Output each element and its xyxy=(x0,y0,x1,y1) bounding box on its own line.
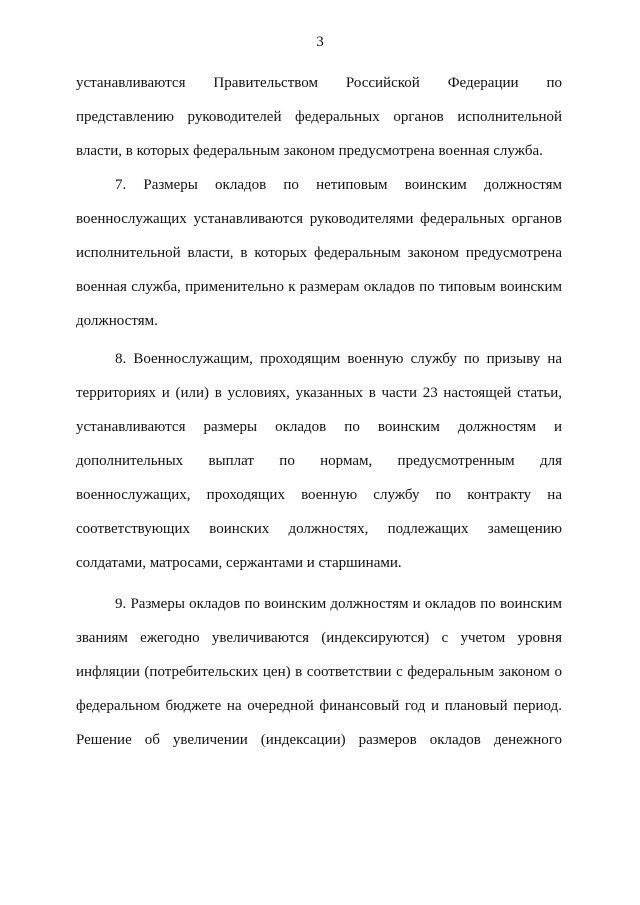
text-line: федеральном бюджете на очередной финансовый год и плановый период. xyxy=(76,698,562,714)
text-line: 7. Размеры окладов по нетиповым воинским должностям xyxy=(115,177,562,193)
paragraph-item-7 xyxy=(76,168,562,338)
text-line: соответствующих воинских должностях, подлежащих замещению xyxy=(76,521,562,537)
paragraph-item-8 xyxy=(76,342,562,580)
text-line: званиям ежегодно увеличиваются (индексируются) с учетом уровня xyxy=(76,630,562,646)
text-line: власти, в которых федеральным законом предусмотрена военная служба. xyxy=(76,143,543,159)
text-line: устанавливаются Правительством Российской Федерации по xyxy=(76,75,562,91)
text-line: должностям. xyxy=(76,313,158,329)
text-line: территориях и (или) в условиях, указанных в части 23 настоящей статьи, xyxy=(76,385,562,401)
text-line: 8. Военнослужащим, проходящим военную службу по призыву на xyxy=(115,351,562,367)
text-line: представлению руководителей федеральных органов исполнительной xyxy=(76,109,562,125)
text-line: инфляции (потребительских цен) в соответствии с федеральным законом о xyxy=(76,664,562,680)
paragraph-continuation xyxy=(76,66,562,168)
text-line: солдатами, матросами, сержантами и старшинами. xyxy=(76,555,402,571)
text-line: 9. Размеры окладов по воинским должностям и окладов по воинским xyxy=(115,596,562,612)
text-line: устанавливаются размеры окладов по воинским должностям и xyxy=(76,419,562,435)
page-number: 3 xyxy=(316,34,324,50)
text-line: исполнительной власти, в которых федеральным законом предусмотрена xyxy=(76,245,562,261)
text-line: военнослужащих устанавливаются руководителями федеральных органов xyxy=(76,211,562,227)
text-line: Решение об увеличении (индексации) размеров окладов денежного xyxy=(76,732,562,748)
text-line: военнослужащих, проходящих военную службу по контракту на xyxy=(76,487,562,503)
text-line: дополнительных выплат по нормам, предусмотренным для xyxy=(76,453,562,469)
text-line: военная служба, применительно к размерам окладов по типовым воинским xyxy=(76,279,562,295)
paragraph-item-9 xyxy=(76,587,562,757)
